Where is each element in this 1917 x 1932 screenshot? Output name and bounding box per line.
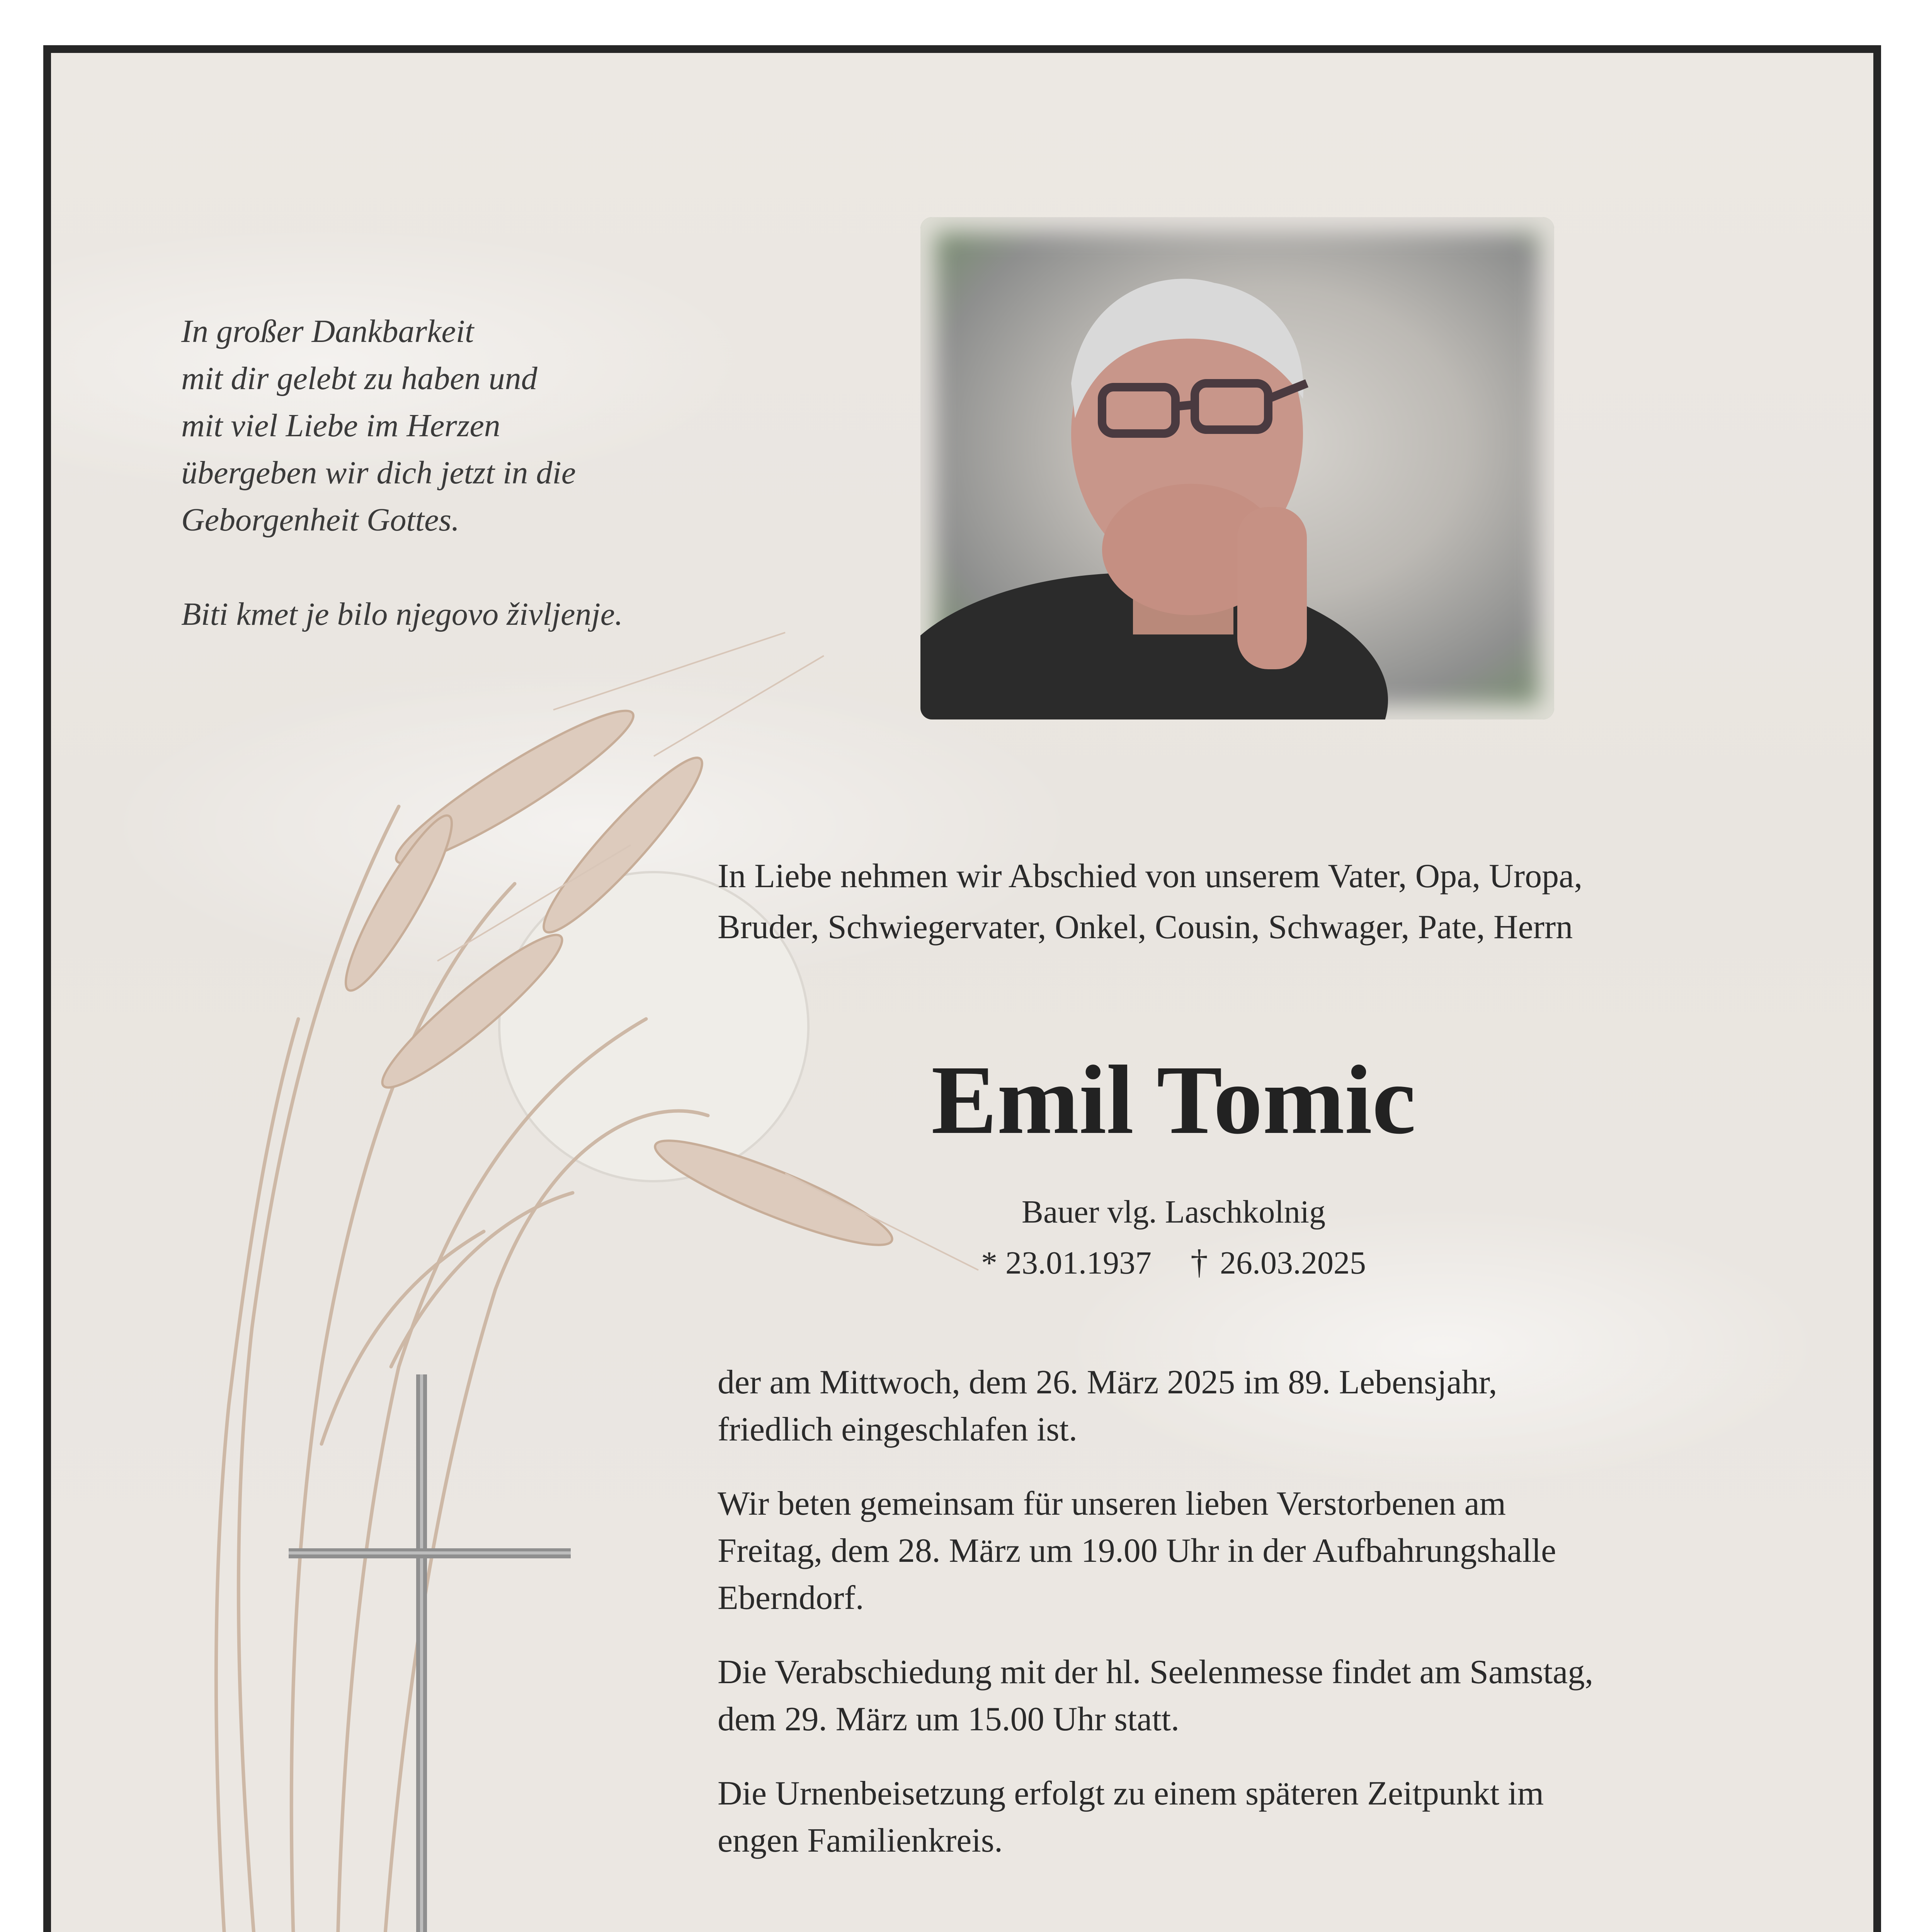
memorial-quote [181, 308, 838, 638]
deceased-occupation: Bauer vlg. Laschkolnig [1021, 1194, 1326, 1230]
intro-text [718, 851, 1838, 953]
intro-line: In Liebe nehmen wir Abschied von unserem Vater, Opa, Uropa, [718, 857, 1583, 895]
obituary-card [43, 45, 1881, 1932]
body-line: dem 29. März um 15.00 Uhr statt. [718, 1701, 1180, 1738]
life-dates [718, 1239, 1630, 1286]
portrait-photo [920, 217, 1554, 719]
deceased-name: Emil Tomic [931, 1046, 1416, 1155]
quote-line: mit dir gelebt zu haben und [181, 361, 538, 396]
obituary-body [718, 1359, 1838, 1891]
body-line: engen Familienkreis. [718, 1822, 1003, 1859]
birth-date: * 23.01.1937 [981, 1245, 1152, 1281]
quote-line: In großer Dankbarkeit [181, 313, 474, 349]
slovenian-quote: Biti kmet je bilo njegovo življenje. [181, 596, 623, 632]
body-line: Freitag, dem 28. März um 19.00 Uhr in der Aufbahrungshalle [718, 1532, 1556, 1570]
death-date: 26.03.2025 [1220, 1245, 1366, 1281]
farewell-paragraph [718, 1649, 1838, 1743]
body-line: Die Urnenbeisetzung erfolgt zu einem späteren Zeitpunkt im [718, 1775, 1544, 1812]
intro-line: Bruder, Schwiegervater, Onkel, Cousin, Schwager, Pate, Herrn [718, 908, 1573, 946]
body-line: Die Verabschiedung mit der hl. Seelenmesse findet am Samstag, [718, 1653, 1594, 1691]
death-paragraph [718, 1359, 1838, 1453]
prayer-paragraph [718, 1480, 1838, 1622]
quote-line: Geborgenheit Gottes. [181, 502, 460, 538]
quote-line: mit viel Liebe im Herzen [181, 408, 500, 444]
cross-icon [283, 1367, 577, 1932]
body-line: der am Mittwoch, dem 26. März 2025 im 89. Lebensjahr, [718, 1364, 1497, 1401]
body-line: friedlich eingeschlafen ist. [718, 1411, 1077, 1448]
death-cross-icon: † [1191, 1243, 1208, 1281]
burial-paragraph [718, 1770, 1838, 1864]
body-line: Wir beten gemeinsam für unseren lieben Verstorbenen am [718, 1485, 1506, 1522]
portrait-image [920, 217, 1554, 719]
body-line: Eberndorf. [718, 1579, 864, 1617]
quote-line: übergeben wir dich jetzt in die [181, 455, 576, 491]
